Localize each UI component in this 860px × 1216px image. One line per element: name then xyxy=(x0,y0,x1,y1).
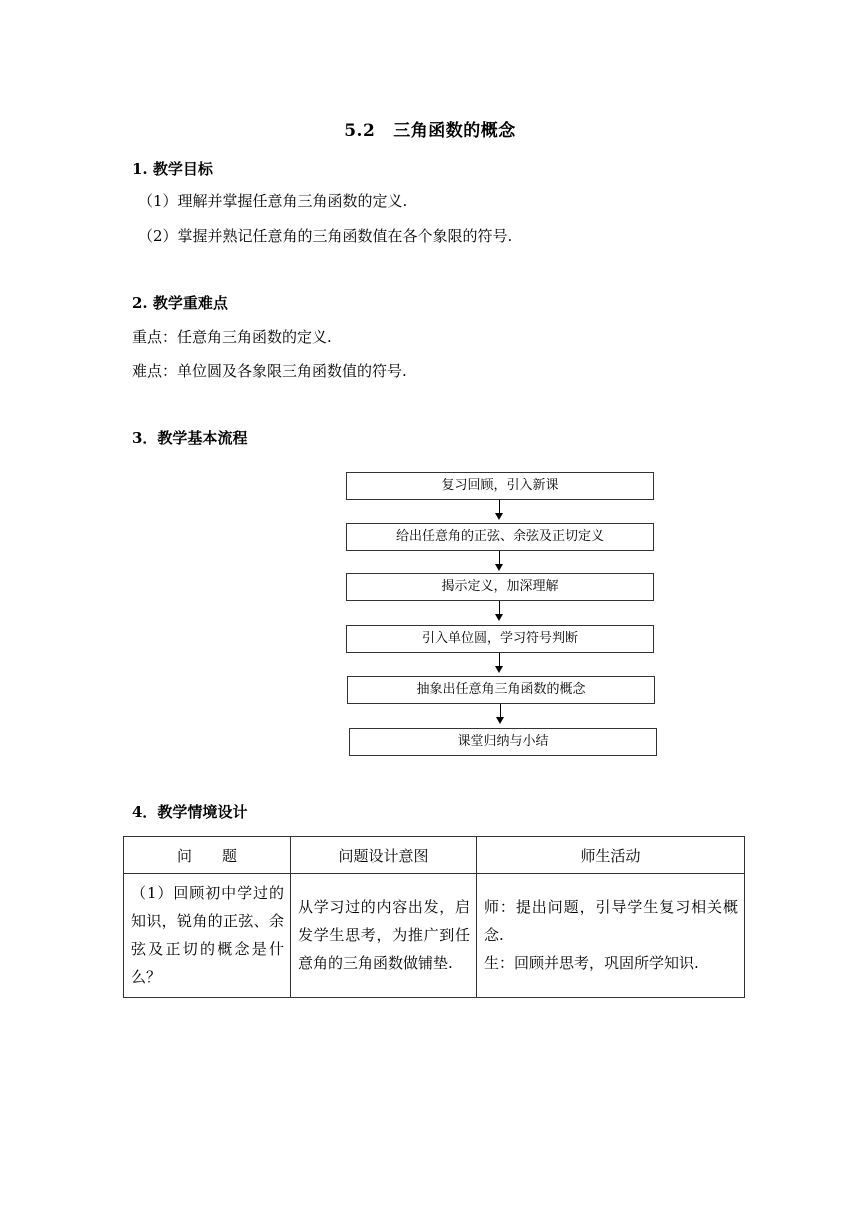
objective-line-1: （1）理解并掌握任意角三角函数的定义. xyxy=(138,192,408,210)
section-heading-design: 4．教学情境设计 xyxy=(132,803,248,821)
section-heading-objectives: 1. 教学目标 xyxy=(132,160,213,178)
cell-activity xyxy=(477,874,745,998)
cell-intent: 从学习过的内容出发，启发学生思考，为推广到任意角的三角函数做铺垫. xyxy=(291,874,477,998)
title-number: 5.2 xyxy=(344,121,376,141)
flow-arrow xyxy=(499,601,500,615)
flow-arrow xyxy=(499,551,500,565)
flow-arrow xyxy=(500,704,501,718)
key-point-line: 重点：任意角三角函数的定义. xyxy=(132,328,332,346)
table-header-row xyxy=(124,837,745,874)
flow-step-abstraction: 抽象出任意角三角函数的概念 xyxy=(347,676,655,704)
page-title xyxy=(0,116,860,141)
table-row xyxy=(124,874,745,998)
cell-question: （1）回顾初中学过的知识，锐角的正弦、余弦及正切的概念是什么？ xyxy=(124,874,291,998)
design-table xyxy=(123,836,745,998)
difficulty-line: 难点：单位圆及各象限三角函数值的符号. xyxy=(132,362,407,380)
flow-step-summary: 课堂归纳与小结 xyxy=(349,728,657,756)
header-activity: 师生活动 xyxy=(477,837,745,874)
flow-step-review: 复习回顾，引入新课 xyxy=(346,472,654,500)
section-heading-key-points: 2. 教学重难点 xyxy=(132,294,228,312)
header-intent: 问题设计意图 xyxy=(291,837,477,874)
section-heading-flow: 3．教学基本流程 xyxy=(132,429,248,447)
activity-teacher: 师：提出问题，引导学生复习相关概念. xyxy=(484,898,738,944)
flow-step-unit-circle: 引入单位圆，学习符号判断 xyxy=(346,625,654,653)
objective-line-2: （2）掌握并熟记任意角的三角函数值在各个象限的符号. xyxy=(138,227,513,245)
flow-arrow xyxy=(499,500,500,514)
title-text: 三角函数的概念 xyxy=(393,121,516,141)
header-question: 问 题 xyxy=(124,837,291,874)
flow-step-definitions: 给出任意角的正弦、余弦及正切定义 xyxy=(346,523,654,551)
flow-arrow xyxy=(499,653,500,667)
activity-student: 生：回顾并思考，巩固所学知识. xyxy=(484,954,699,972)
flow-step-understanding: 揭示定义，加深理解 xyxy=(346,573,654,601)
